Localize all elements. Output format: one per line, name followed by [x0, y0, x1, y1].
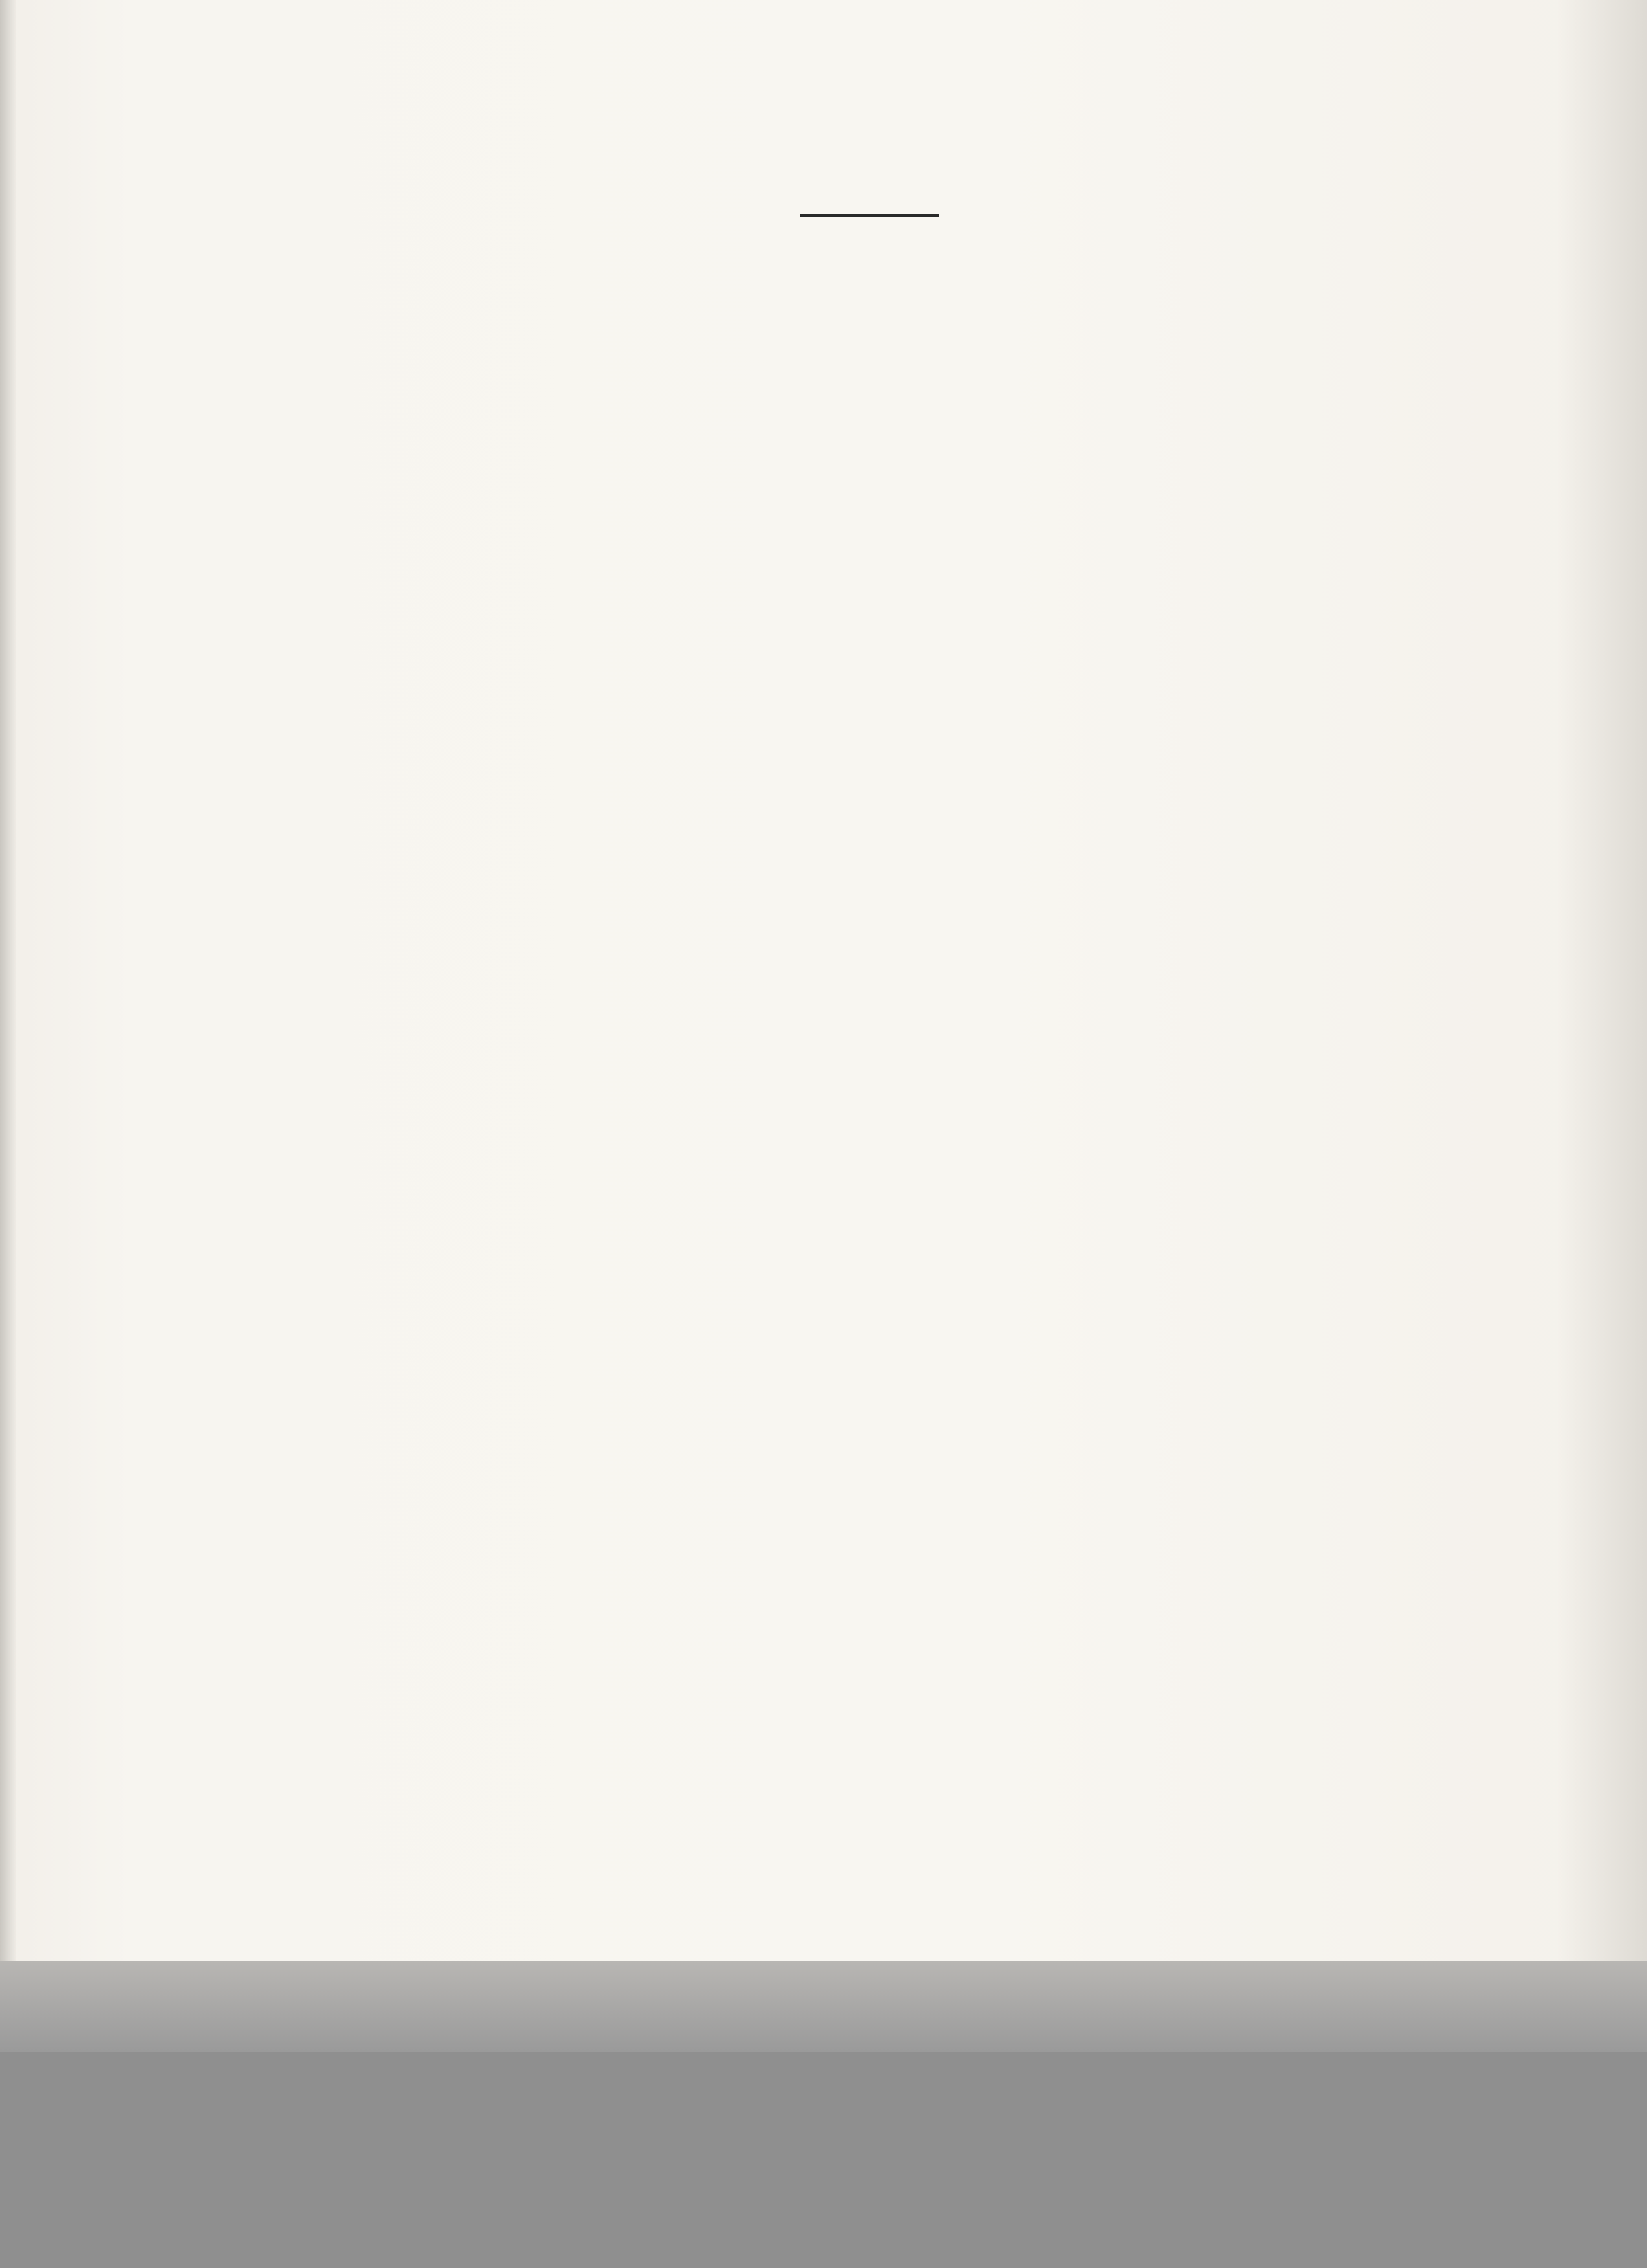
text-column	[353, 173, 1385, 306]
page-edge	[0, 0, 16, 1961]
section-divider	[800, 214, 939, 217]
background-shadow	[0, 1961, 1647, 2052]
spine-shadow	[1556, 0, 1647, 1961]
